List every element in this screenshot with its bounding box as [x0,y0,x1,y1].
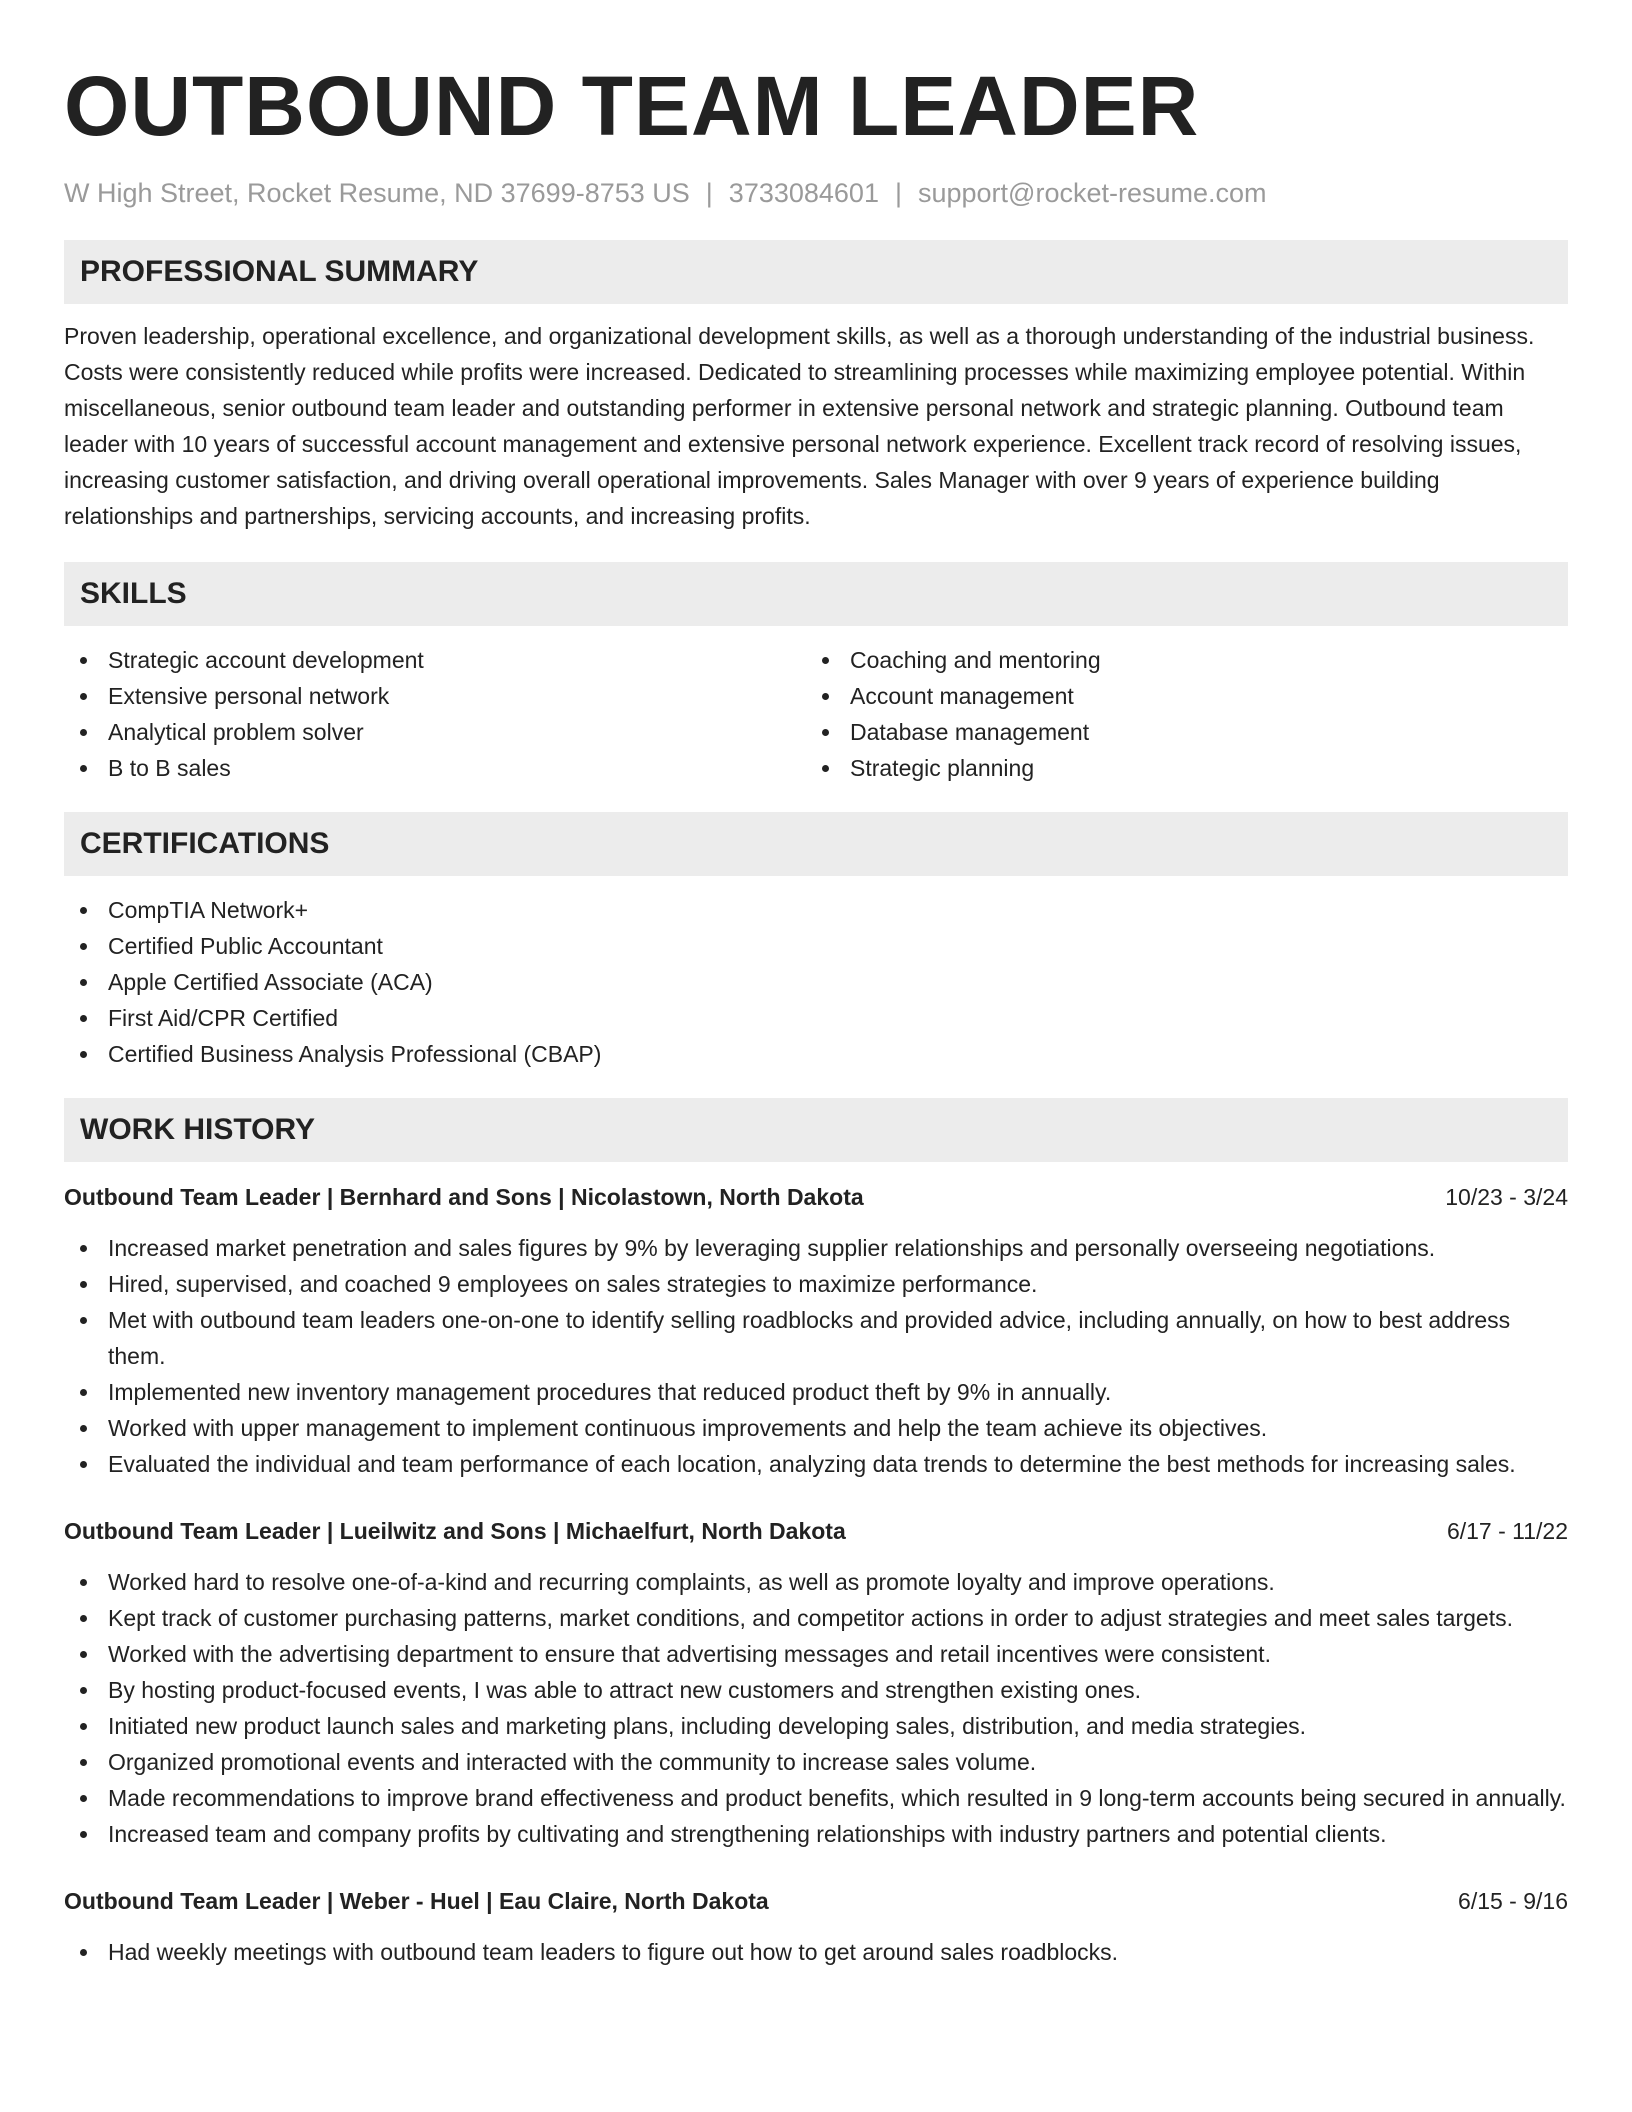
contact-address: W High Street, Rocket Resume, ND 37699-8753 US [64,178,690,208]
job-bullets [64,1564,1568,1852]
job-entry [64,1180,1568,1482]
contact-separator: | [705,178,713,208]
certification-item: Certified Public Accountant [64,928,1568,964]
professional-summary-section [64,240,1568,534]
job-dates: 6/17 - 11/22 [1446,1518,1568,1544]
section-title-certifications: CERTIFICATIONS [64,812,1568,876]
skill-item: Account management [806,678,1548,714]
job-bullet: Evaluated the individual and team performance of each location, analyzing data trends to determine the best methods for increasing sales. [64,1446,1568,1482]
job-title: Outbound Team Leader | Bernhard and Sons | Nicolastown, North Dakota [64,1184,864,1210]
job-entry [64,1884,1568,1970]
skill-item: B to B sales [64,750,806,786]
skills-section [64,562,1568,812]
skill-item: Coaching and mentoring [806,642,1548,678]
certifications-section [64,812,1568,1098]
contact-email[interactable]: support@rocket-resume.com [917,178,1267,208]
certifications-list [64,892,1568,1072]
job-bullet: Hired, supervised, and coached 9 employees on sales strategies to maximize performance. [64,1266,1568,1302]
job-bullet: Increased market penetration and sales figures by 9% by leveraging supplier relationships and personally overseeing negotiations. [64,1230,1568,1266]
skill-item: Analytical problem solver [64,714,806,750]
job-bullet: Organized promotional events and interacted with the community to increase sales volume. [64,1744,1568,1780]
section-title-work-history: WORK HISTORY [64,1098,1568,1162]
job-title: Outbound Team Leader | Weber - Huel | Eau Claire, North Dakota [64,1888,769,1914]
skill-item: Extensive personal network [64,678,806,714]
job-bullet: Worked with the advertising department to ensure that advertising messages and retail incentives were consistent. [64,1636,1568,1672]
skill-item: Strategic planning [806,750,1548,786]
skills-columns [64,626,1568,812]
certification-item: Apple Certified Associate (ACA) [64,964,1568,1000]
summary-text: Proven leadership, operational excellence, and organizational development skills, as well as a thorough understanding of the industrial business. Costs were consistently reduced while profits were increased. Dedicated to streamlining processes while maximizing employee potential. Within miscellaneous, senior outbound team leader and outstanding performer in extensive personal network and strategic planning. Outbound team leader with 10 years of successful account management and extensive personal network experience. Excellent track record of resolving issues, increasing customer satisfaction, and driving overall operational improvements. Sales Manager with over 9 years of experience building relationships and partnerships, servicing accounts, and increasing profits. [64,323,1535,529]
job-bullet: Worked hard to resolve one-of-a-kind and recurring complaints, as well as promote loyalty and improve operations. [64,1564,1568,1600]
job-bullets [64,1230,1568,1482]
job-bullet: Had weekly meetings with outbound team leaders to figure out how to get around sales roadblocks. [64,1934,1568,1970]
job-entry [64,1514,1568,1852]
job-bullets [64,1934,1568,1970]
job-bullet: By hosting product-focused events, I was able to attract new customers and strengthen existing ones. [64,1672,1568,1708]
job-header [64,1884,1568,1918]
skill-item: Database management [806,714,1548,750]
job-header [64,1514,1568,1548]
job-dates: 6/15 - 9/16 [1458,1888,1568,1914]
resume-content [64,0,1568,1970]
job-bullet: Met with outbound team leaders one-on-one to identify selling roadblocks and provided advice, including annually, on how to best address them. [64,1302,1568,1374]
skills-list-left [64,642,806,786]
resume-name: OUTBOUND TEAM LEADER [64,59,1200,153]
job-bullet: Initiated new product launch sales and marketing plans, including developing sales, distribution, and media strategies. [64,1708,1568,1744]
certification-item: First Aid/CPR Certified [64,1000,1568,1036]
skills-list-right [806,642,1548,786]
certifications-body [64,876,1568,1098]
skill-item: Strategic account development [64,642,806,678]
job-bullet: Kept track of customer purchasing patterns, market conditions, and competitor actions in order to adjust strategies and meet sales targets. [64,1600,1568,1636]
certification-item: Certified Business Analysis Professional (CBAP) [64,1036,1568,1072]
job-bullet: Increased team and company profits by cultivating and strengthening relationships with industry partners and potential clients. [64,1816,1568,1852]
contact-phone: 3733084601 [728,178,879,208]
contact-separator: | [894,178,902,208]
job-bullet: Worked with upper management to implement continuous improvements and help the team achieve its objectives. [64,1410,1568,1446]
section-title-skills: SKILLS [64,562,1568,626]
certification-item: CompTIA Network+ [64,892,1568,928]
work-history-section [64,1098,1568,1970]
job-title: Outbound Team Leader | Lueilwitz and Sons | Michaelfurt, North Dakota [64,1518,846,1544]
job-bullet: Implemented new inventory management procedures that reduced product theft by 9% in annually. [64,1374,1568,1410]
contact-line [64,176,1568,210]
section-title-summary: PROFESSIONAL SUMMARY [64,240,1568,304]
job-bullet: Made recommendations to improve brand effectiveness and product benefits, which resulted in 9 long-term accounts being secured in annually. [64,1780,1568,1816]
job-dates: 10/23 - 3/24 [1445,1184,1568,1210]
job-header [64,1180,1568,1214]
